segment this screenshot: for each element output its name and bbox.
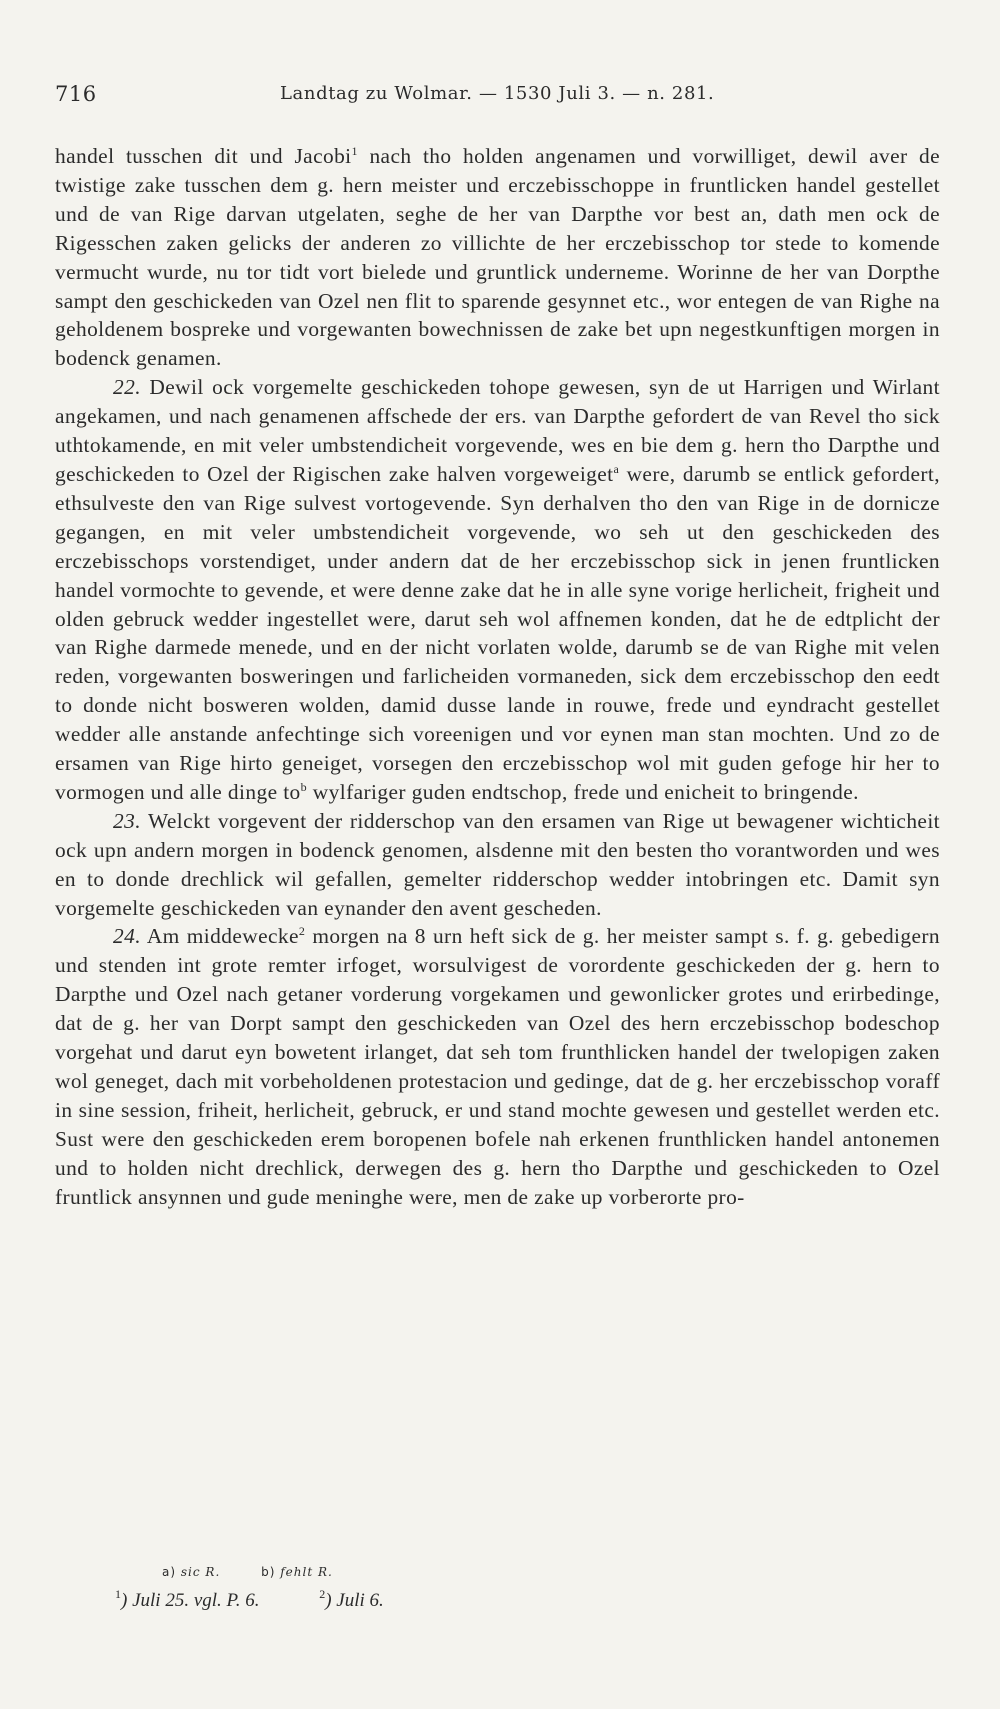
footnote-2: $^2$) Juli 6. (319, 1587, 384, 1611)
footnote-marker: b (300, 779, 308, 794)
text-segment: handel tusschen dit und Jacobi (55, 144, 352, 168)
paragraph (55, 142, 940, 373)
footnote-marker: a (613, 461, 620, 476)
text-segment: were, darumb se entlick gefordert, ethsulveste den van Rige sulvest vortogevende. Syn derhalven tho den van Rige in de dornicze gegangen, en mit veler umbstendicheit vorgevende, wo seh ut den geschickeden des erczebisschops vorstendiget, under andern dat de her erczebisschop sick in jenen fruntlicken handel vormochte to gevende, et were denne zake dat he in alle syne vorige herlicheit, frigheit und olden gebruck wedder ingestellet were, darut seh wol affnemen konden, dat he de edtplicht der van Righe darmede menede, und en der nicht vorlaten wolde, darumb se de van Righe mit velen reden, vorgewanten bosweringen und farlicheiden vormaneden, sick dem erczebisschop den eedt to donde nicht bosweren wolden, damid dusse lande in rouwe, frede und eyndracht gestellet wedder alle anstande anfechtinge sich voreenigen und vor eynen man stan mochten. Und zo de ersamen van Rige hirto geneiget, vorsegen den erczebisschop wol mit guden gefoge hir her to vormogen und alle dinge to (55, 461, 941, 804)
running-title: Landtag zu Wolmar. — 1530 Juli 3. — n. 281. (280, 83, 715, 104)
apparatus-note-a: a) sic R. (162, 1565, 221, 1579)
paragraph (55, 922, 940, 1211)
text-segment: morgen na 8 urn heft sick de g. her meister sampt s. f. g. gebedigern und stenden int grote remter irfoget, worsulvigest de vorordente geschickeden der g. hern to Darpthe und Ozel nach getaner vorderung vorgekamen und gewonlicker grotes und erirbedinge, dat de g. her van Dorpt sampt den geschickeden van Ozel des hern erczebisschop bodeschop vorgehat und darut eyn bowetent irlanget, dat seh tom frunthlicken handel der twelopigen zaken wol geneget, dach mit vorbeholdenen protestacion und gedinge, dat de g. her erczebisschop voraff in sine session, friheit, herlicheit, gebruck, er und stand mochte gewesen und gestellet werden etc. Sust were den geschickeden erem boropenen bofele nah erkenen frunthlicken handel antonemen und to holden nicht drechlick, derwegen des g. hern tho Darpthe und geschickeden to Ozel fruntlick ansynnen und gude meninghe were, men de zake up vorberorte pro- (55, 924, 941, 1209)
footnote-marker: 2 (298, 924, 306, 939)
text-segment: nach tho holden angenamen und vorwilliget, dewil aver de twistige zake tusschen dem g. hern meister und erczebisschoppe in fruntlicken handel gestellet und de van Rige darvan utgelaten, seghe de her van Darpthe vor best an, dath men ock de Rigesschen zaken gelicks der anderen zo villichte de her erczebisschop tor stede to komende vermucht wurde, nu tor tidt vort bielede und gruntlick underneme. Worinne de her van Dorpthe sampt den geschickeden van Ozel nen flit to sparende gesynnet etc., wor entegen de van Righe na geholdenem bospreke und vorgewanten bowechnissen de zake bet upn negestkunftigen morgen in bodenck genamen. (55, 144, 941, 371)
page-header (55, 82, 940, 112)
paragraph (55, 807, 940, 923)
apparatus-note-b: b) fehlt R. (261, 1565, 333, 1579)
section-number: 23. (113, 808, 141, 833)
text-segment: Am middewecke (140, 924, 299, 949)
section-number: 24. (113, 924, 141, 949)
page-number: 716 (55, 82, 97, 106)
text-segment: Welckt vorgevent der ridderschop van den ersamen van Rige ut bewagener wichticheit ock upn andern morgen in bodenck genomen, alsdenne mit den besten tho vorantworden und wes en to donde drechlick wil gefallen, gemelter ridderschop wedder intobringen etc. Damit syn vorgemelte geschickeden van eynander den avent gescheden. (55, 808, 940, 920)
footnotes (115, 1587, 439, 1612)
body-text (55, 142, 940, 1212)
footnote-marker: 1 (351, 144, 358, 158)
text-segment: wylfariger guden endtschop, frede und enicheit to bringende. (307, 779, 859, 804)
footnote-1: $^1$) Juli 25. vgl. P. 6. (115, 1587, 260, 1611)
section-number: 22. (113, 375, 141, 400)
textual-apparatus (162, 1565, 369, 1579)
text-segment: Dewil ock vorgemelte geschickeden tohope gewesen, syn de ut Harrigen und Wirlant angekamen, und nach genamenen affschede der ers. van Darpthe gefordert de van Revel tho sick uthtokamende, en mit veler umbstendicheit vorgevende, wes en bie dem g. hern tho Darpthe und geschickeden to Ozel der Rigischen zake halven vorgeweiget (55, 375, 940, 486)
paragraph (55, 373, 940, 807)
